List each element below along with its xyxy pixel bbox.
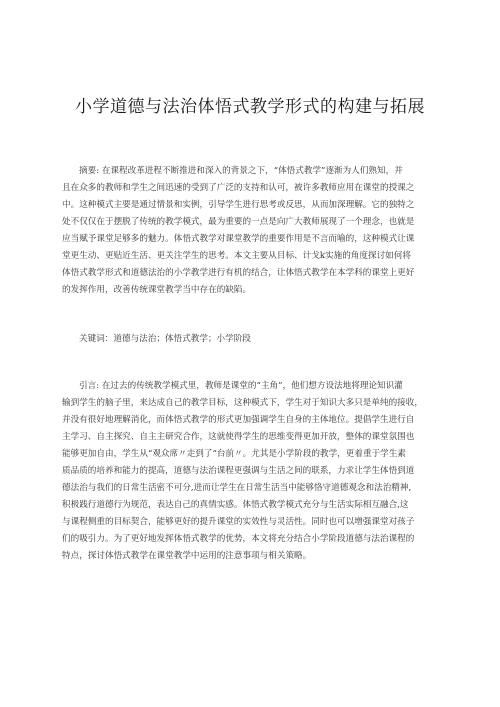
intro-line: 并没有很好地理解消化，而体悟式教学的形式更加强调学生自身的主体地位。提倡学生进行自 [62,415,415,425]
abstract-line: 中。这种模式主要是通过情景和实例，引导学生进行思考或反思，从而加深理解。它的独特之 [62,200,415,210]
intro-line: 们的吸引力。为了更好地发挥体悟式教学的优势，本文将充分结合小学阶段道德与法治课程的 [62,534,415,544]
abstract-line: 且在众多的教师和学生之间迅速的受到了广泛的支持和认可，被许多教师应用在课堂的授课之 [62,183,415,193]
abstract-line: 的发挥作用，改善传统课堂教学当中存在的缺陷。 [62,285,252,295]
intro-line: 质品质的培养和能力的提高，道德与法治课程更强调与生活之间的联系，力求让学生体悟到道 [62,466,415,476]
abstract-line: 摘要: 在课程改革进程不断推进和深入的背景之下，“体悟式教学”逐渐为人们熟知，并 [79,166,403,176]
intro-line: 输到学生的脑子里，来达成自己的教学目标，这种模式下，学生对于知识大多只是单纯的接收， [62,398,423,408]
intro-line: 特点，探讨体悟式教学在课堂教学中运用的注意事项与相关策略。 [62,551,312,561]
keywords-line: 关键词：道德与法治；体悟式教学；小学阶段 [79,334,251,344]
keywords-paragraph [62,331,442,348]
intro-line: 积极践行道德行为规范，表达自己的真情实感。体悟式教学模式充分与生活实际相互融合,这 [62,500,409,510]
intro-line: 主学习、自主探究、自主主研究合作，这就使得学生的思维变得更加开放，整体的课堂氛围也 [62,432,415,442]
abstract-line: 体悟式教学形式和道德法治的小学教学进行有机的结合，让体悟式教学在本学科的课堂上更好 [62,268,415,278]
abstract-line: 应当赋予课堂足够多的魅力。体悟式教学对课堂教学的重要作用是不言而喻的，这种模式让课 [62,234,415,244]
document-title: 小学道德与法治体悟式教学形式的构建与拓展 [75,97,425,117]
abstract-paragraph [62,163,442,299]
intro-line: 引言: 在过去的传统教学模式里，教师是课堂的“主角”，他们想方设法地将理论知识灌 [79,381,403,391]
intro-line: 能够更加自由，学生从“观众席〃走到了“台前〃。尤其是小学阶段的教学，更着重于学生素 [62,449,406,459]
abstract-line: 堂更生动、更贴近生活、更关注学生的思考。本文主要从目标、计戈k实施的角度探讨如何将 [62,251,411,261]
intro-line: 与课程侧重的目标契合，能够更好的提升课堂的实效性与灵活性。同时也可以增强课堂对孩子 [62,517,415,527]
introduction-paragraph [62,378,442,565]
intro-line: 德法治与我们的日常生活密不可分,进而让学生在日常生活当中能够恪守道德观念和法治精神, [62,483,412,493]
abstract-line: 处不仅仅在于摆脱了传统的教学模式，最为重要的一点是向广大教师展现了一个理念，也就是 [62,217,415,227]
